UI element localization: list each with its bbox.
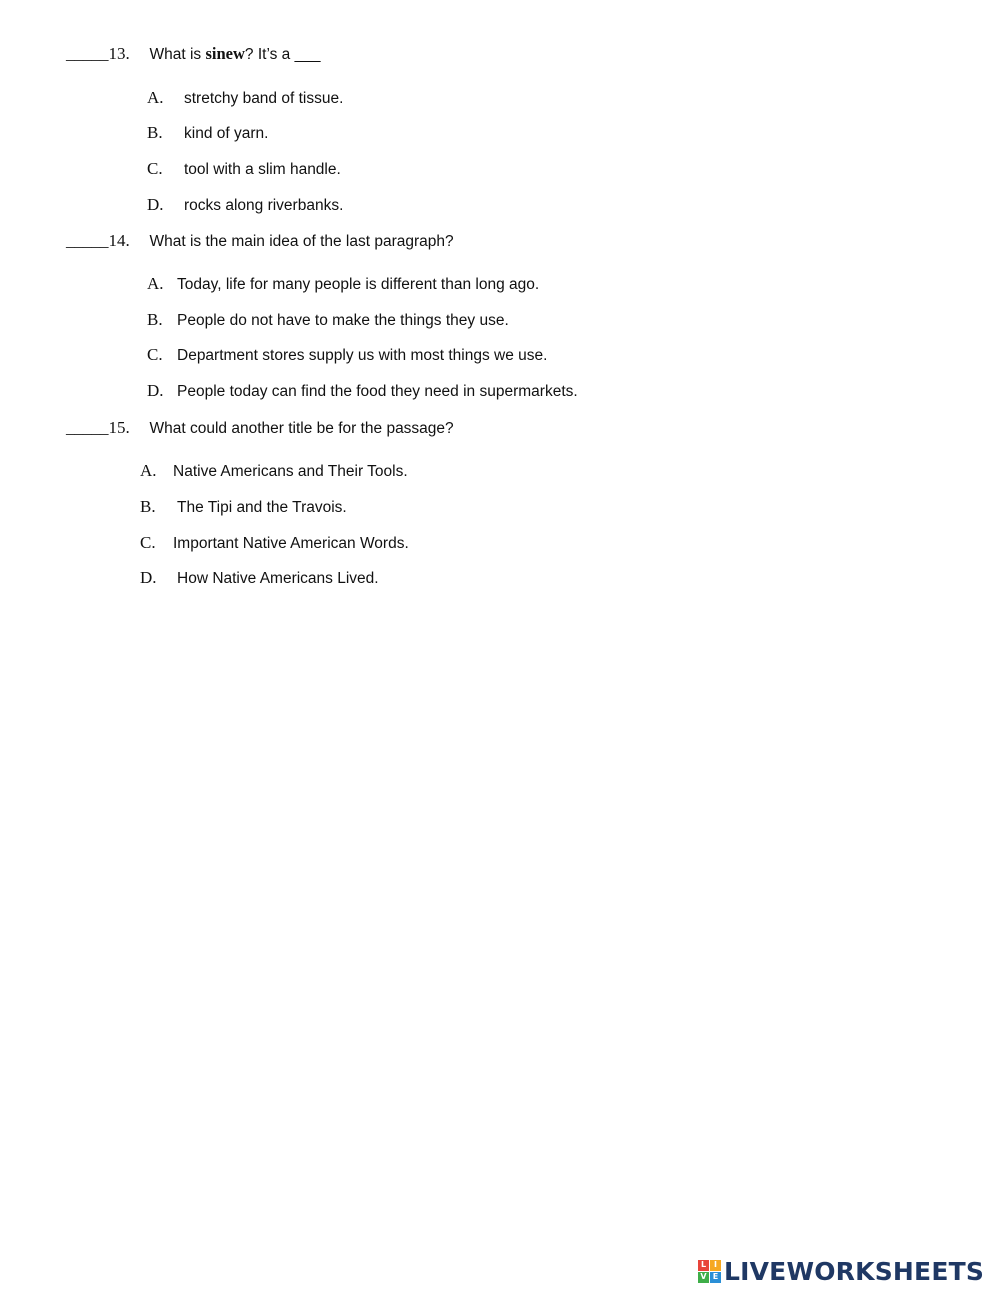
question-13 bbox=[66, 44, 320, 68]
option-letter: D. bbox=[140, 568, 157, 587]
answer-blank: _____ bbox=[66, 231, 109, 250]
option-text: Today, life for many people is different than long ago. bbox=[177, 276, 540, 293]
option-14-a bbox=[147, 274, 539, 298]
option-text: The Tipi and the Travois. bbox=[177, 499, 347, 516]
question-14 bbox=[66, 231, 454, 255]
option-letter: B. bbox=[140, 497, 156, 516]
option-letter: B. bbox=[147, 310, 163, 329]
option-letter: A. bbox=[140, 461, 157, 480]
answer-blank: _____ bbox=[66, 44, 109, 63]
option-text: tool with a slim handle. bbox=[184, 161, 341, 178]
option-text: How Native Americans Lived. bbox=[177, 570, 379, 587]
logo-block-i: I bbox=[710, 1260, 721, 1271]
option-14-b bbox=[147, 310, 509, 334]
option-letter: C. bbox=[147, 345, 163, 364]
option-text: kind of yarn. bbox=[184, 125, 269, 142]
logo-block-e: E bbox=[710, 1272, 721, 1283]
option-letter: D. bbox=[147, 195, 164, 214]
option-14-d bbox=[147, 381, 578, 405]
option-15-b bbox=[140, 497, 347, 521]
question-text: What is sinew? It’s a ___ bbox=[149, 44, 321, 63]
question-number: 13. bbox=[108, 44, 130, 63]
option-text: Important Native American Words. bbox=[173, 535, 409, 552]
option-letter: C. bbox=[147, 159, 163, 178]
option-text: Native Americans and Their Tools. bbox=[173, 463, 408, 480]
option-15-a bbox=[140, 461, 408, 485]
bold-word: sinew bbox=[205, 44, 245, 63]
option-15-d bbox=[140, 568, 379, 592]
question-text: What is the main idea of the last paragraph? bbox=[149, 233, 454, 250]
logo-block-l: L bbox=[698, 1260, 709, 1271]
option-letter: C. bbox=[140, 533, 156, 552]
option-14-c bbox=[147, 345, 547, 369]
liveworksheets-logo bbox=[698, 1256, 984, 1286]
option-letter: B. bbox=[147, 123, 163, 142]
option-letter: A. bbox=[147, 274, 164, 293]
option-letter: A. bbox=[147, 88, 164, 107]
option-text: People do not have to make the things they use. bbox=[177, 312, 509, 329]
option-text: Department stores supply us with most things we use. bbox=[177, 347, 548, 364]
answer-blank: _____ bbox=[66, 418, 109, 437]
option-13-a bbox=[147, 88, 343, 112]
question-number: 14. bbox=[108, 231, 130, 250]
option-13-c bbox=[147, 159, 341, 183]
option-letter: D. bbox=[147, 381, 164, 400]
question-15 bbox=[66, 418, 454, 442]
option-text: rocks along riverbanks. bbox=[184, 197, 344, 214]
option-text: stretchy band of tissue. bbox=[184, 90, 344, 107]
logo-text: LIVEWORKSHEETS bbox=[724, 1256, 985, 1286]
logo-blocks-icon bbox=[698, 1260, 721, 1283]
question-number: 15. bbox=[108, 418, 130, 437]
question-text: What could another title be for the passage? bbox=[149, 420, 454, 437]
logo-block-v: V bbox=[698, 1272, 709, 1283]
option-15-c bbox=[140, 533, 409, 557]
option-13-d bbox=[147, 195, 343, 219]
option-text: People today can find the food they need in supermarkets. bbox=[177, 383, 578, 400]
option-13-b bbox=[147, 123, 268, 147]
